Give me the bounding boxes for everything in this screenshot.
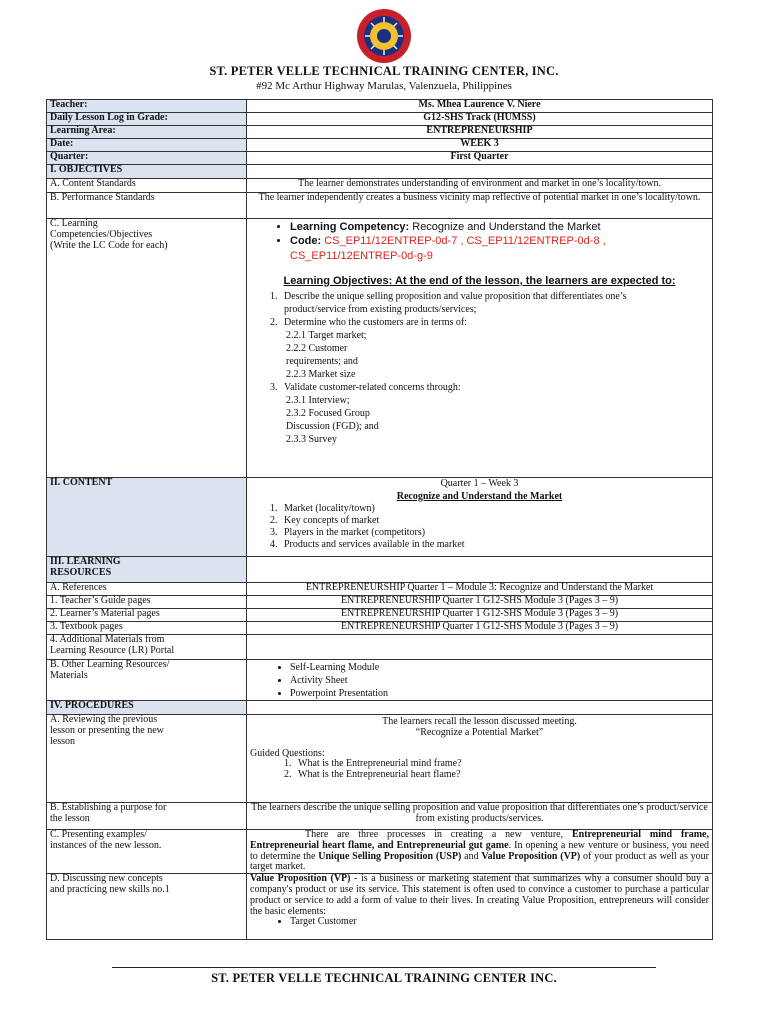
presenting-bold: Value Proposition (VP) [481, 850, 581, 862]
competencies-label-line: (Write the LC Code for each) [50, 239, 168, 251]
objective-item [280, 381, 709, 446]
presenting-label-line: C. Presenting examples/ [50, 829, 147, 840]
objective-item [280, 290, 709, 316]
sub-objective: requirements; and [286, 355, 358, 367]
footer-divider [112, 967, 656, 968]
presenting-bold: Unique Selling Proposition (USP) [318, 850, 462, 862]
purpose-label-line: B. Establishing a purpose for [50, 802, 167, 813]
purpose-value: The learners describe the unique selling proposition and value proposition that differentiates one’s product/service from existing products/services. [247, 803, 713, 830]
textbook-label: 3. Textbook pages [47, 622, 247, 635]
grade-label: Daily Lesson Log in Grade: [47, 113, 247, 126]
procedures-heading-empty [247, 701, 713, 715]
additional-materials-label-line: Learning Resource (LR) Portal [50, 644, 175, 656]
date-label: Date: [47, 139, 247, 152]
sub-objective: Discussion (FGD); and [286, 420, 379, 432]
other-resources-row [47, 660, 713, 701]
discussing-bold: Value Proposition (VP) [250, 873, 351, 885]
objectives-heading-row [47, 165, 713, 179]
presenting-bold: Entrepreneurial mind frame, Entrepreneurial heart flame, and Entrepreneurial gut game [250, 829, 709, 851]
other-resources-label-line: B. Other Learning Resources/ [50, 659, 170, 670]
competencies-label [47, 219, 247, 478]
presenting-label [47, 830, 247, 874]
objectives-heading-empty [247, 165, 713, 179]
discussing-value [247, 874, 713, 940]
teachers-guide-value: ENTREPRENEURSHIP Quarter 1 G12-SHS Module 3 (Pages 3 – 9) [247, 596, 713, 609]
objective-text: Describe the unique selling proposition and value proposition that differentiates one’s [284, 290, 627, 302]
presenting-row [47, 830, 713, 874]
additional-materials-label [47, 635, 247, 660]
resources-heading-empty [247, 557, 713, 583]
lc-value: Recognize and Understand the Market [412, 221, 601, 233]
procedures-heading-row [47, 701, 713, 715]
other-resources-value [247, 660, 713, 701]
code-value: CS_EP11/12ENTREP-0d-7 , CS_EP11/12ENTREP-0d-8 , CS_EP11/12ENTREP-0d-g-9 [290, 235, 606, 262]
reviewing-label-line: lesson [50, 735, 75, 747]
lc-label: Learning Competency: [290, 221, 410, 233]
discussing-label-line: D. Discussing new concepts [50, 873, 163, 885]
quarter-label: Quarter: [47, 152, 247, 165]
reviewing-label-line: lesson or presenting the new [50, 724, 164, 736]
discussing-label [47, 874, 247, 940]
content-standards-row [47, 179, 713, 193]
school-address: #92 Mc Arthur Highway Marulas, Valenzuela, Philippines [256, 80, 512, 92]
references-value: ENTREPRENEURSHIP Quarter 1 – Module 3: Recognize and Understand the Market [247, 583, 713, 596]
sub-objective: 2.3.2 Focused Group [286, 407, 370, 419]
presenting-text: and [461, 850, 482, 862]
guided-question: 2. What is the Entrepreneurial heart flame? [294, 770, 709, 781]
sub-objective: 2.3.3 Survey [286, 433, 337, 445]
references-row [47, 583, 713, 596]
guided-questions-label: Guided Questions: [250, 747, 325, 759]
additional-materials-label-line: 4. Additional Materials from [50, 634, 165, 645]
reviewing-lesson-title: “Recognize a Potential Market” [415, 726, 544, 738]
content-item: 3. Players in the market (competitors) [280, 527, 709, 539]
competencies-label-line: C. Learning [50, 218, 98, 229]
content-week: Quarter 1 – Week 3 [440, 478, 519, 489]
guided-questions-list [250, 759, 709, 781]
grade-row [47, 113, 713, 126]
content-item: 4. Products and services available in the market [280, 539, 709, 551]
purpose-row [47, 803, 713, 830]
objective-text: product/service from existing products/services; [284, 303, 477, 315]
date-row [47, 139, 713, 152]
quarter-row [47, 152, 713, 165]
content-row [47, 478, 713, 557]
presenting-text: of your product as well as your target market. [250, 850, 709, 873]
discussing-label-line: and practicing new skills no.1 [50, 883, 170, 895]
code-label: Code: [290, 235, 322, 248]
reviewing-row [47, 715, 713, 803]
learning-objectives-list [250, 290, 709, 446]
performance-standards-value: The learner independently creates a business vicinity map reflective of potential market in one’s locality/town. [247, 193, 713, 219]
purpose-label [47, 803, 247, 830]
objective-text: Validate customer-related concerns through: [284, 381, 461, 393]
resources-heading-row [47, 557, 713, 583]
school-name: ST. PETER VELLE TECHNICAL TRAINING CENTER, INC. [209, 64, 559, 78]
learning-objectives-heading: Learning Objectives: At the end of the lesson, the learners are expected to: [283, 274, 676, 287]
teacher-label: Teacher: [47, 100, 247, 113]
content-list [250, 503, 709, 551]
quarter-value: First Quarter [247, 152, 713, 165]
textbook-value: ENTREPRENEURSHIP Quarter 1 G12-SHS Module 3 (Pages 3 – 9) [247, 622, 713, 635]
content-item: 2. Key concepts of market [280, 515, 709, 527]
procedures-heading: IV. PROCEDURES [47, 701, 247, 715]
competencies-value [247, 219, 713, 478]
learners-material-label: 2. Learner’s Material pages [47, 609, 247, 622]
competencies-row [47, 219, 713, 478]
other-resources-label-line: Materials [50, 669, 88, 681]
area-label: Learning Area: [47, 126, 247, 139]
area-value: ENTREPRENEURSHIP [247, 126, 713, 139]
content-standards-value: The learner demonstrates understanding of environment and market in one’s locality/town. [247, 179, 713, 193]
content-item: 1. Market (locality/town) [280, 503, 709, 515]
discussing-text: - is a business or marketing statement that summarizes why a consumer should buy a company's product or use its service. This statement is often used to convince a customer to purchase a particular product or service to add a form of value to their lives. In creating Value Proposition, entrepreneurs will consider the basic elements: [250, 873, 709, 917]
additional-materials-row [47, 635, 713, 660]
resources-heading [47, 557, 247, 583]
daily-lesson-log-table [46, 99, 713, 940]
content-title: Recognize and Understand the Market [396, 490, 563, 502]
other-resources-label [47, 660, 247, 701]
sub-objective: 2.2.1 Target market; [286, 329, 367, 341]
presenting-value [247, 830, 713, 874]
presenting-text: There are three processes in creating a new venture, [305, 829, 572, 840]
content-value [247, 478, 713, 557]
reviewing-label [47, 715, 247, 803]
area-row [47, 126, 713, 139]
competency-item [290, 220, 709, 234]
references-label: A. References [47, 583, 247, 596]
grade-value: G12-SHS Track (HUMSS) [247, 113, 713, 126]
reviewing-recall: The learners recall the lesson discussed meeting. [382, 716, 577, 727]
teacher-row [47, 100, 713, 113]
discussing-list [250, 917, 709, 928]
discussing-item: • Target Customer [290, 917, 709, 928]
presenting-text: . In opening a new venture or business, you need to determine the [250, 839, 710, 862]
objectives-heading: I. OBJECTIVES [47, 165, 247, 179]
school-seal-logo [356, 8, 412, 64]
footer-school-name: ST. PETER VELLE TECHNICAL TRAINING CENTER INC. [211, 971, 557, 985]
teacher-value: Ms. Mhea Laurence V. Niere [247, 100, 713, 113]
sub-objective: 2.3.1 Interview; [286, 394, 350, 406]
content-heading: II. CONTENT [47, 478, 247, 557]
other-resource-item: • Powerpoint Presentation [290, 687, 709, 700]
reviewing-value [247, 715, 713, 803]
learners-material-value: ENTREPRENEURSHIP Quarter 1 G12-SHS Module 3 (Pages 3 – 9) [247, 609, 713, 622]
learners-material-row [47, 609, 713, 622]
other-resource-item: • Self-Learning Module [290, 661, 709, 674]
sub-objective: 2.2.2 Customer [286, 342, 348, 354]
code-item [290, 234, 709, 263]
performance-standards-label: B. Performance Standards [47, 193, 247, 219]
presenting-label-line: instances of the new lesson. [50, 839, 162, 851]
additional-materials-value [247, 635, 713, 660]
purpose-label-line: the lesson [50, 812, 90, 824]
objective-text: Determine who the customers are in terms of: [284, 316, 467, 328]
discussing-row [47, 874, 713, 940]
teachers-guide-label: 1. Teacher’s Guide pages [47, 596, 247, 609]
other-resources-list [250, 661, 709, 700]
guided-question: 1. What is the Entrepreneurial mind frame? [294, 759, 709, 770]
competencies-label-line: Competencies/Objectives [50, 228, 153, 240]
objective-item [280, 316, 709, 381]
content-standards-label: A. Content Standards [47, 179, 247, 193]
competency-list [250, 220, 709, 263]
sub-objective: 2.2.3 Market size [286, 368, 356, 380]
teachers-guide-row [47, 596, 713, 609]
performance-standards-row [47, 193, 713, 219]
textbook-row [47, 622, 713, 635]
date-value: WEEK 3 [247, 139, 713, 152]
resources-heading-line: RESOURCES [50, 566, 112, 578]
other-resource-item: • Activity Sheet [290, 674, 709, 687]
resources-heading-line: III. LEARNING [50, 556, 121, 567]
reviewing-label-line: A. Reviewing the previous [50, 714, 158, 725]
